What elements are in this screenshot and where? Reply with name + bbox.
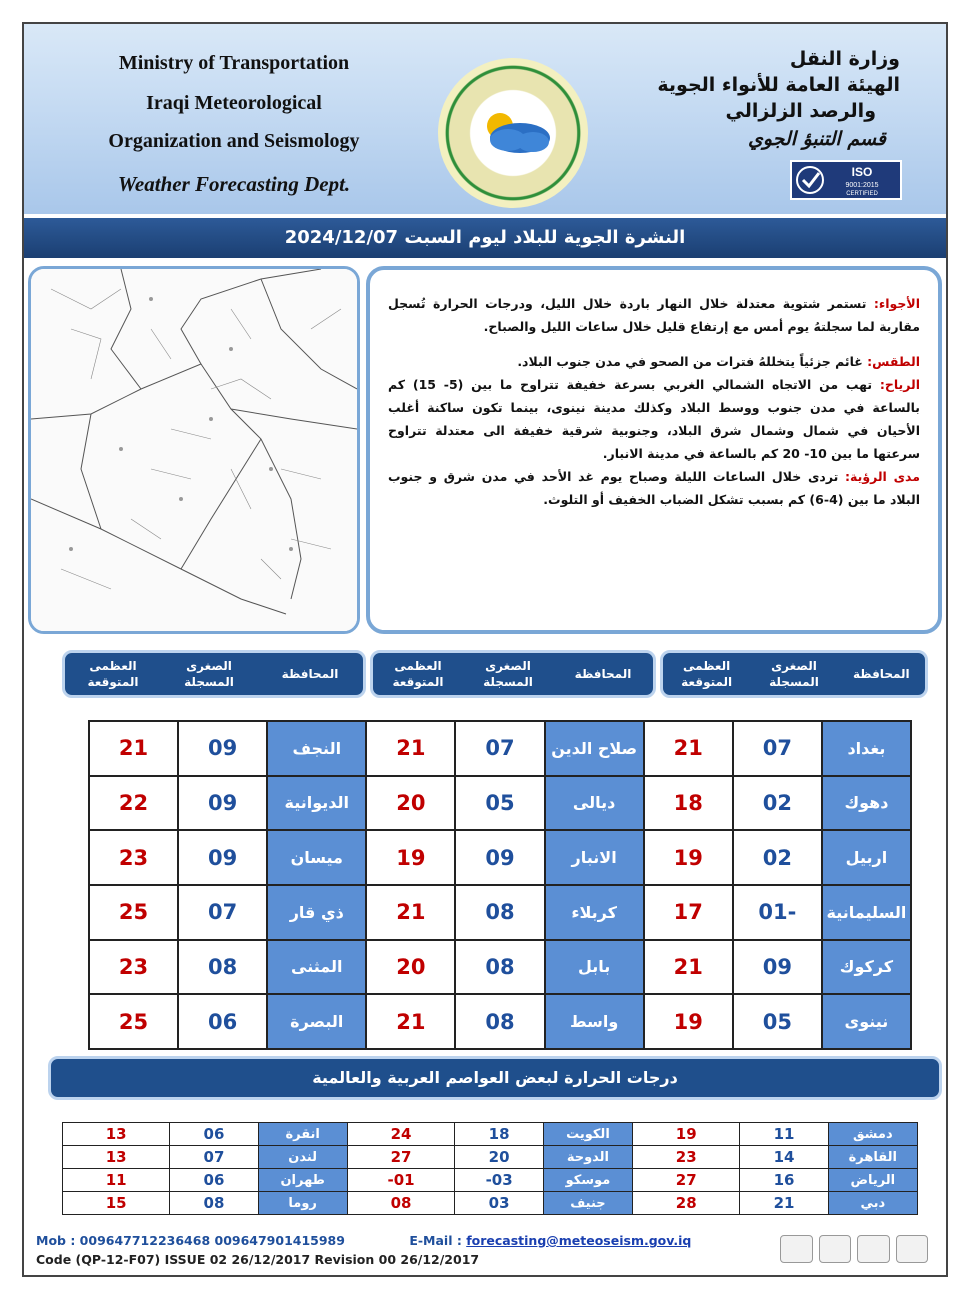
header-max: العظمى المتوقعة [392, 659, 444, 689]
province-name: دهوك [822, 776, 911, 831]
province-name: ديالى [545, 776, 644, 831]
province-max-temp: 25 [89, 994, 178, 1049]
sky-text: غائم جزئياً يتخللهُ فترات من الصحو في مدن جنوب البلاد. [517, 354, 868, 369]
province-name: بغداد [822, 721, 911, 776]
iraq-map [28, 266, 360, 634]
footer-code: Code (QP-12-F07) ISSUE 02 26/12/2017 Revision 00 26/12/2017 [36, 1252, 480, 1267]
ministry-name-ar: وزارة النقل [789, 48, 900, 70]
province-max-temp: 25 [89, 885, 178, 940]
capital-max-temp: 27 [633, 1169, 740, 1192]
visibility-paragraph [388, 465, 920, 511]
province-name: اربيل [822, 830, 911, 885]
province-min-temp: 06 [178, 994, 267, 1049]
capital-min-temp: 06 [170, 1169, 258, 1192]
province-min-temp: 05 [455, 776, 544, 831]
dept-name-ar: قسم التنبؤ الجوي [747, 128, 886, 150]
header-province: المحافظة [852, 667, 910, 681]
iraq-map-graphic [31, 269, 357, 631]
province-max-temp: 21 [366, 994, 455, 1049]
capital-min-temp: 06 [170, 1123, 258, 1146]
footer-logo-2-icon [819, 1235, 852, 1263]
province-min-temp: 07 [733, 721, 822, 776]
province-name: البصرة [267, 994, 366, 1049]
province-min-temp: 02 [733, 830, 822, 885]
capital-max-temp: 23 [633, 1146, 740, 1169]
weather-label: الأجواء: [873, 296, 920, 311]
province-min-temp: 09 [733, 940, 822, 995]
province-min-temp: 09 [178, 776, 267, 831]
province-min-temp: 08 [455, 885, 544, 940]
capitals-temperature-table [62, 1122, 918, 1215]
table-row [89, 721, 911, 776]
footer-phone [36, 1233, 736, 1248]
wind-label: الرياح: [879, 377, 920, 392]
capital-max-temp: 19 [633, 1123, 740, 1146]
iso-badge [790, 160, 902, 200]
province-name: المثنى [267, 940, 366, 995]
province-min-temp: 02 [733, 776, 822, 831]
column-header-right [660, 650, 928, 698]
province-min-temp: 08 [455, 994, 544, 1049]
province-temperature-table [88, 720, 912, 1050]
ministry-name-en: Ministry of Transportation [118, 52, 350, 74]
capital-min-temp: 20 [455, 1146, 543, 1169]
footer-email-link[interactable]: forecasting@meteoseism.gov.iq [466, 1233, 692, 1248]
capital-name: لندن [258, 1146, 347, 1169]
logo-emblem-icon [438, 58, 588, 208]
capital-min-temp: 03 [455, 1192, 543, 1215]
capital-min-temp: 14 [740, 1146, 828, 1169]
capital-name: انقرة [258, 1123, 347, 1146]
province-name: بابل [545, 940, 644, 995]
capital-max-temp: 13 [63, 1146, 170, 1169]
footer-logo-1-icon [780, 1235, 813, 1263]
column-header-left [62, 650, 366, 698]
capital-name: الدوحة [543, 1146, 632, 1169]
province-name: ذي قار [267, 885, 366, 940]
capital-min-temp: -03 [455, 1169, 543, 1192]
column-header-middle [370, 650, 656, 698]
capitals-title: درجات الحرارة لبعض العواصم العربية والعالمية [48, 1056, 942, 1100]
province-name: ميسان [267, 830, 366, 885]
table-row [89, 830, 911, 885]
province-min-temp: 08 [178, 940, 267, 995]
org-name-ar-2: والرصد الزلزالي [725, 100, 876, 122]
province-min-temp: 05 [733, 994, 822, 1049]
forecast-text-panel [366, 266, 942, 634]
table-row [89, 885, 911, 940]
province-max-temp: 20 [366, 776, 455, 831]
province-name: كركوك [822, 940, 911, 995]
table-row [89, 940, 911, 995]
province-max-temp: 21 [366, 721, 455, 776]
province-name: نينوى [822, 994, 911, 1049]
org-name-en-2: Organization and Seismology [108, 130, 360, 152]
capital-name: دمشق [828, 1123, 917, 1146]
province-max-temp: 19 [644, 994, 733, 1049]
province-min-temp: 09 [455, 830, 544, 885]
header-province: المحافظة [574, 667, 632, 681]
wind-paragraph [388, 373, 920, 465]
visibility-label: مدى الرؤية: [845, 469, 920, 484]
province-max-temp: 18 [644, 776, 733, 831]
header-min: الصغرى المسجلة [483, 659, 533, 689]
capital-max-temp: 15 [63, 1192, 170, 1215]
organization-logo [438, 58, 588, 208]
province-max-temp: 21 [644, 940, 733, 995]
capital-name: الرياض [828, 1169, 917, 1192]
province-name: الانبار [545, 830, 644, 885]
province-max-temp: 22 [89, 776, 178, 831]
iso-check-icon [792, 162, 900, 198]
capital-max-temp: 13 [63, 1123, 170, 1146]
capital-max-temp: 28 [633, 1192, 740, 1215]
iso-certified: CERTIFIED [846, 191, 878, 197]
province-name: صلاح الدين [545, 721, 644, 776]
province-max-temp: 17 [644, 885, 733, 940]
capital-max-temp: 11 [63, 1169, 170, 1192]
footer-logo-4-icon [896, 1235, 929, 1263]
province-max-temp: 23 [89, 940, 178, 995]
province-max-temp: 21 [644, 721, 733, 776]
capital-max-temp: 24 [347, 1123, 455, 1146]
capital-max-temp: 27 [347, 1146, 455, 1169]
header-max: العظمى المتوقعة [681, 659, 733, 689]
org-name-en-1: Iraqi Meteorological [146, 92, 322, 114]
province-name: الديوانية [267, 776, 366, 831]
province-max-temp: 23 [89, 830, 178, 885]
capital-min-temp: 08 [170, 1192, 258, 1215]
capital-min-temp: 21 [740, 1192, 828, 1215]
table-row [63, 1146, 918, 1169]
province-min-temp: 09 [178, 830, 267, 885]
province-name: السليمانية [822, 885, 911, 940]
province-max-temp: 19 [366, 830, 455, 885]
capital-name: الكويت [543, 1123, 632, 1146]
header-banner [24, 24, 946, 214]
footer-logos [780, 1232, 928, 1266]
capital-max-temp: 08 [347, 1192, 455, 1215]
capital-min-temp: 18 [455, 1123, 543, 1146]
province-min-temp: 01- [733, 885, 822, 940]
sky-paragraph [388, 350, 920, 373]
province-name: كربلاء [545, 885, 644, 940]
capital-name: دبي [828, 1192, 917, 1215]
org-name-ar-1: الهيئة العامة للأنواء الجوية [657, 74, 900, 96]
visibility-text: تردى خلال الساعات الليلة وصباح يوم غد الأحد في مدن شرق و جنوب البلاد ما بين (4-6) كم بسبب تشكل الضباب الخفيف أو التلوث. [388, 469, 920, 507]
province-max-temp: 19 [644, 830, 733, 885]
table-row [89, 994, 911, 1049]
province-max-temp: 21 [89, 721, 178, 776]
capital-min-temp: 07 [170, 1146, 258, 1169]
weather-paragraph [388, 292, 920, 338]
footer-logo-3-icon [857, 1235, 890, 1263]
capital-name: روما [258, 1192, 347, 1215]
bulletin-title: النشرة الجوية للبلاد ليوم السبت 2024/12/07 [24, 218, 946, 258]
table-row [63, 1123, 918, 1146]
province-max-temp: 21 [366, 885, 455, 940]
dept-name-en: Weather Forecasting Dept. [117, 172, 351, 196]
province-min-temp: 08 [455, 940, 544, 995]
table-row [63, 1192, 918, 1215]
capital-name: طهران [258, 1169, 347, 1192]
header-min: الصغرى المسجلة [769, 659, 819, 689]
capital-name: موسكو [543, 1169, 632, 1192]
header-province: المحافظة [281, 667, 339, 681]
wind-text: تهب من الاتجاه الشمالي الغربي بسرعة خفيفة تتراوح ما بين (5- 15) كم بالساعة في مدن جنوب ووسط البلاد وكذلك مدينة نينوى، بينما تكون ساكنة أغلب الأحيان في شمال وشمال شرق البلاد، وجنوبية شرقية خفيفة الى معتدلة تتراوح سرعتها ما بين 10- 20 كم بالساعة في مدينة الانبار. [388, 377, 920, 461]
footer-mobile-numbers: Mob : 009647712236468 009647901415989 [36, 1233, 345, 1248]
sky-label: الطقس: [867, 354, 920, 369]
capital-name: جنيف [543, 1192, 632, 1215]
header-max: العظمى المتوقعة [87, 659, 139, 689]
capital-min-temp: 11 [740, 1123, 828, 1146]
province-max-temp: 20 [366, 940, 455, 995]
province-name: النجف [267, 721, 366, 776]
capital-min-temp: 16 [740, 1169, 828, 1192]
iso-standard: 9001:2015 [845, 182, 879, 189]
weather-text: تستمر شتوية معتدلة خلال النهار باردة خلال الليل، ودرجات الحرارة تُسجل مقاربة لما سجلتهُ يوم أمس مع إرتفاع قليل خلال ساعات الليل والصباح. [388, 296, 920, 334]
table-row [89, 776, 911, 831]
province-min-temp: 09 [178, 721, 267, 776]
province-min-temp: 07 [178, 885, 267, 940]
province-min-temp: 07 [455, 721, 544, 776]
capital-max-temp: -01 [347, 1169, 455, 1192]
province-name: واسط [545, 994, 644, 1049]
footer-email-group [409, 1233, 691, 1248]
header-min: الصغرى المسجلة [184, 659, 234, 689]
capital-name: القاهرة [828, 1146, 917, 1169]
footer-email-label: E-Mail : [409, 1233, 467, 1248]
iso-label: ISO [851, 165, 873, 179]
table-row [63, 1169, 918, 1192]
